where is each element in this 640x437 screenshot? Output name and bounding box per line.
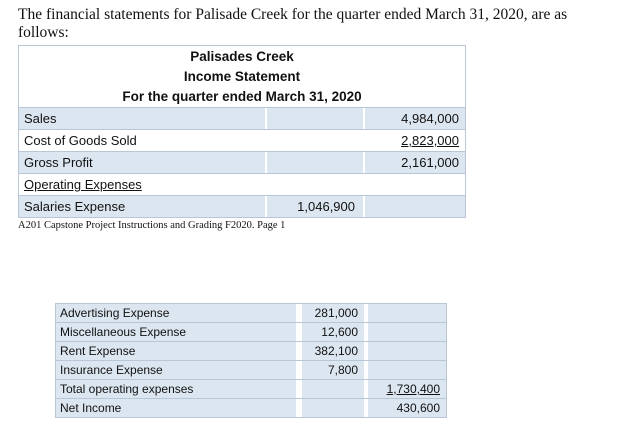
statement-header — [19, 46, 465, 107]
row-label: Insurance Expense — [56, 361, 296, 379]
table-row — [56, 322, 446, 341]
row-right-value: 4,984,000 — [365, 108, 465, 129]
row-mid-value — [267, 108, 363, 129]
intro-paragraph: The financial statements for Palisade Creek for the quarter ended March 31, 2020, are as follows: — [18, 6, 568, 41]
statement-period: For the quarter ended March 31, 2020 — [122, 89, 362, 104]
row-mid-value — [302, 380, 364, 398]
row-mid-value — [302, 399, 364, 417]
table-row — [19, 195, 465, 217]
row-mid-value: 1,046,900 — [267, 196, 363, 217]
row-label: Advertising Expense — [56, 304, 296, 322]
income-statement-table — [18, 45, 466, 218]
row-label: Sales — [19, 108, 265, 129]
table-row — [56, 341, 446, 360]
row-right-value: 2,823,000 — [365, 130, 465, 151]
expenses-continuation-table — [55, 303, 447, 418]
row-right-value — [368, 342, 446, 360]
row-label: Net Income — [56, 399, 296, 417]
row-label: Cost of Goods Sold — [19, 130, 265, 151]
row-right-value — [365, 174, 465, 195]
row-mid-value — [267, 130, 363, 151]
row-right-value — [368, 304, 446, 322]
row-mid-value: 281,000 — [302, 304, 364, 322]
row-right-value — [365, 196, 465, 217]
page-footer: A201 Capstone Project Instructions and Grading F2020. Page 1 — [18, 220, 286, 231]
row-right-value: 2,161,000 — [365, 152, 465, 173]
statement-title: Income Statement — [183, 69, 301, 84]
row-right-value: 1,730,400 — [368, 380, 446, 398]
row-right-value: 430,600 — [368, 399, 446, 417]
row-label: Gross Profit — [19, 152, 265, 173]
row-mid-value: 382,100 — [302, 342, 364, 360]
row-mid-value — [267, 174, 363, 195]
table-row — [56, 360, 446, 379]
table-row — [19, 151, 465, 173]
table-row — [19, 129, 465, 151]
company-name: Palisades Creek — [190, 49, 294, 64]
row-label: Salaries Expense — [19, 196, 265, 217]
table-row — [19, 107, 465, 129]
table-row — [56, 398, 446, 417]
row-label — [19, 174, 265, 195]
row-label: Rent Expense — [56, 342, 296, 360]
table-row — [56, 379, 446, 398]
row-right-value — [368, 323, 446, 341]
row-label: Miscellaneous Expense — [56, 323, 296, 341]
row-label: Total operating expenses — [56, 380, 296, 398]
row-right-value — [368, 361, 446, 379]
row-mid-value: 12,600 — [302, 323, 364, 341]
table-row — [56, 304, 446, 322]
row-mid-value — [267, 152, 363, 173]
operating-expenses-heading: Operating Expenses — [24, 177, 142, 192]
row-mid-value: 7,800 — [302, 361, 364, 379]
table-row — [19, 173, 465, 195]
